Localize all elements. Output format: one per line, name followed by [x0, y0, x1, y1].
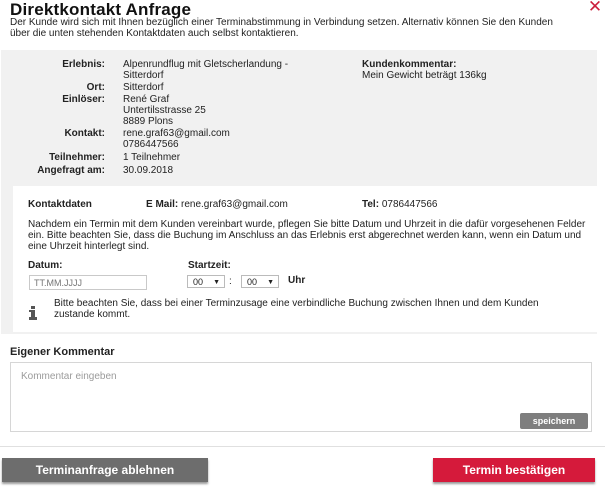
einloeser-city: 8889 Plons — [123, 116, 174, 127]
minute-select[interactable] — [241, 275, 279, 288]
dialog-intro: Der Kunde wird sich mit Ihnen bezüglich einer Terminabstimmung in Verbindung setzen. Alternativ können Sie den Kunden über die unten stehenden Kontaktdaten auch selbst kontaktieren. — [10, 17, 553, 39]
kundenkommentar-value: Mein Gewicht beträgt 136kg — [362, 70, 487, 81]
minute-value: 00 — [247, 277, 258, 287]
kontaktdaten-heading: Kontaktdaten — [28, 199, 92, 210]
kundenkommentar-label: Kundenkommentar: — [362, 59, 457, 70]
booking-info-text: Bitte beachten Sie, dass bei einer Terminzusage eine verbindliche Buchung zwischen Ihnen und dem Kunden zustande kommt. — [54, 298, 539, 320]
ort-value: Sitterdorf — [123, 82, 164, 93]
datum-label: Datum: — [28, 260, 63, 271]
einloeser-label: Einlöser: — [62, 94, 105, 105]
confirm-button[interactable]: Termin bestätigen — [433, 458, 595, 482]
contact-email — [146, 199, 288, 210]
contact-tel — [362, 199, 437, 210]
teilnehmer-label: Teilnehmer: — [49, 152, 105, 163]
kontakt-label: Kontakt: — [64, 128, 105, 139]
hour-value: 00 — [193, 277, 204, 287]
angefragt-value: 30.09.2018 — [123, 165, 174, 176]
comment-input[interactable] — [19, 369, 583, 413]
appointment-note: Nachdem ein Termin mit dem Kunden vereinbart wurde, pflegen Sie bitte Datum und Uhrzeit in die dafür vorgesehenen Felder ein. Bitte beachten Sie, dass die Buchung im Anschluss an das Erlebnis erst abgerechnet werden kann, wenn ein Datum und eine Uhrzeit hinterlegt sind. — [28, 219, 586, 252]
erlebnis-value-line1: Alpenrundflug mit Gletscherlandung - — [123, 59, 289, 70]
startzeit-label: Startzeit: — [188, 260, 231, 271]
kontakt-phone: 0786447566 — [123, 139, 179, 150]
dialog-title: Direktkontakt Anfrage — [10, 0, 192, 19]
teilnehmer-value: 1 Teilnehmer — [123, 152, 181, 163]
einloeser-street: Untertilsstrasse 25 — [123, 105, 206, 116]
comment-box — [10, 362, 592, 432]
own-comment-title: Eigener Kommentar — [10, 346, 115, 358]
einloeser-name: René Graf — [123, 94, 170, 105]
chevron-down-icon: ▼ — [267, 279, 274, 286]
info-icon — [28, 306, 38, 320]
contact-email-label: E Mail: — [146, 199, 179, 210]
ort-label: Ort: — [86, 82, 105, 93]
contact-tel-value: 0786447566 — [381, 199, 438, 210]
erlebnis-label: Erlebnis: — [62, 59, 105, 70]
angefragt-label: Angefragt am: — [37, 165, 105, 176]
kontakt-email: rene.graf63@gmail.com — [123, 128, 230, 139]
time-separator: : — [229, 276, 232, 287]
footer-divider — [0, 446, 605, 447]
uhr-label: Uhr — [288, 275, 306, 286]
hour-select[interactable] — [187, 275, 225, 288]
contact-box — [13, 186, 597, 332]
decline-button[interactable]: Terminanfrage ablehnen — [2, 458, 208, 482]
save-button[interactable]: speichern — [520, 413, 588, 429]
close-icon[interactable]: ✕ — [587, 0, 603, 16]
contact-email-value: rene.graf63@gmail.com — [181, 199, 288, 210]
contact-tel-label: Tel: — [362, 199, 380, 210]
date-input[interactable] — [29, 275, 147, 290]
chevron-down-icon: ▼ — [213, 279, 220, 286]
erlebnis-value-line2: Sitterdorf — [123, 70, 164, 81]
details-panel — [1, 50, 597, 334]
